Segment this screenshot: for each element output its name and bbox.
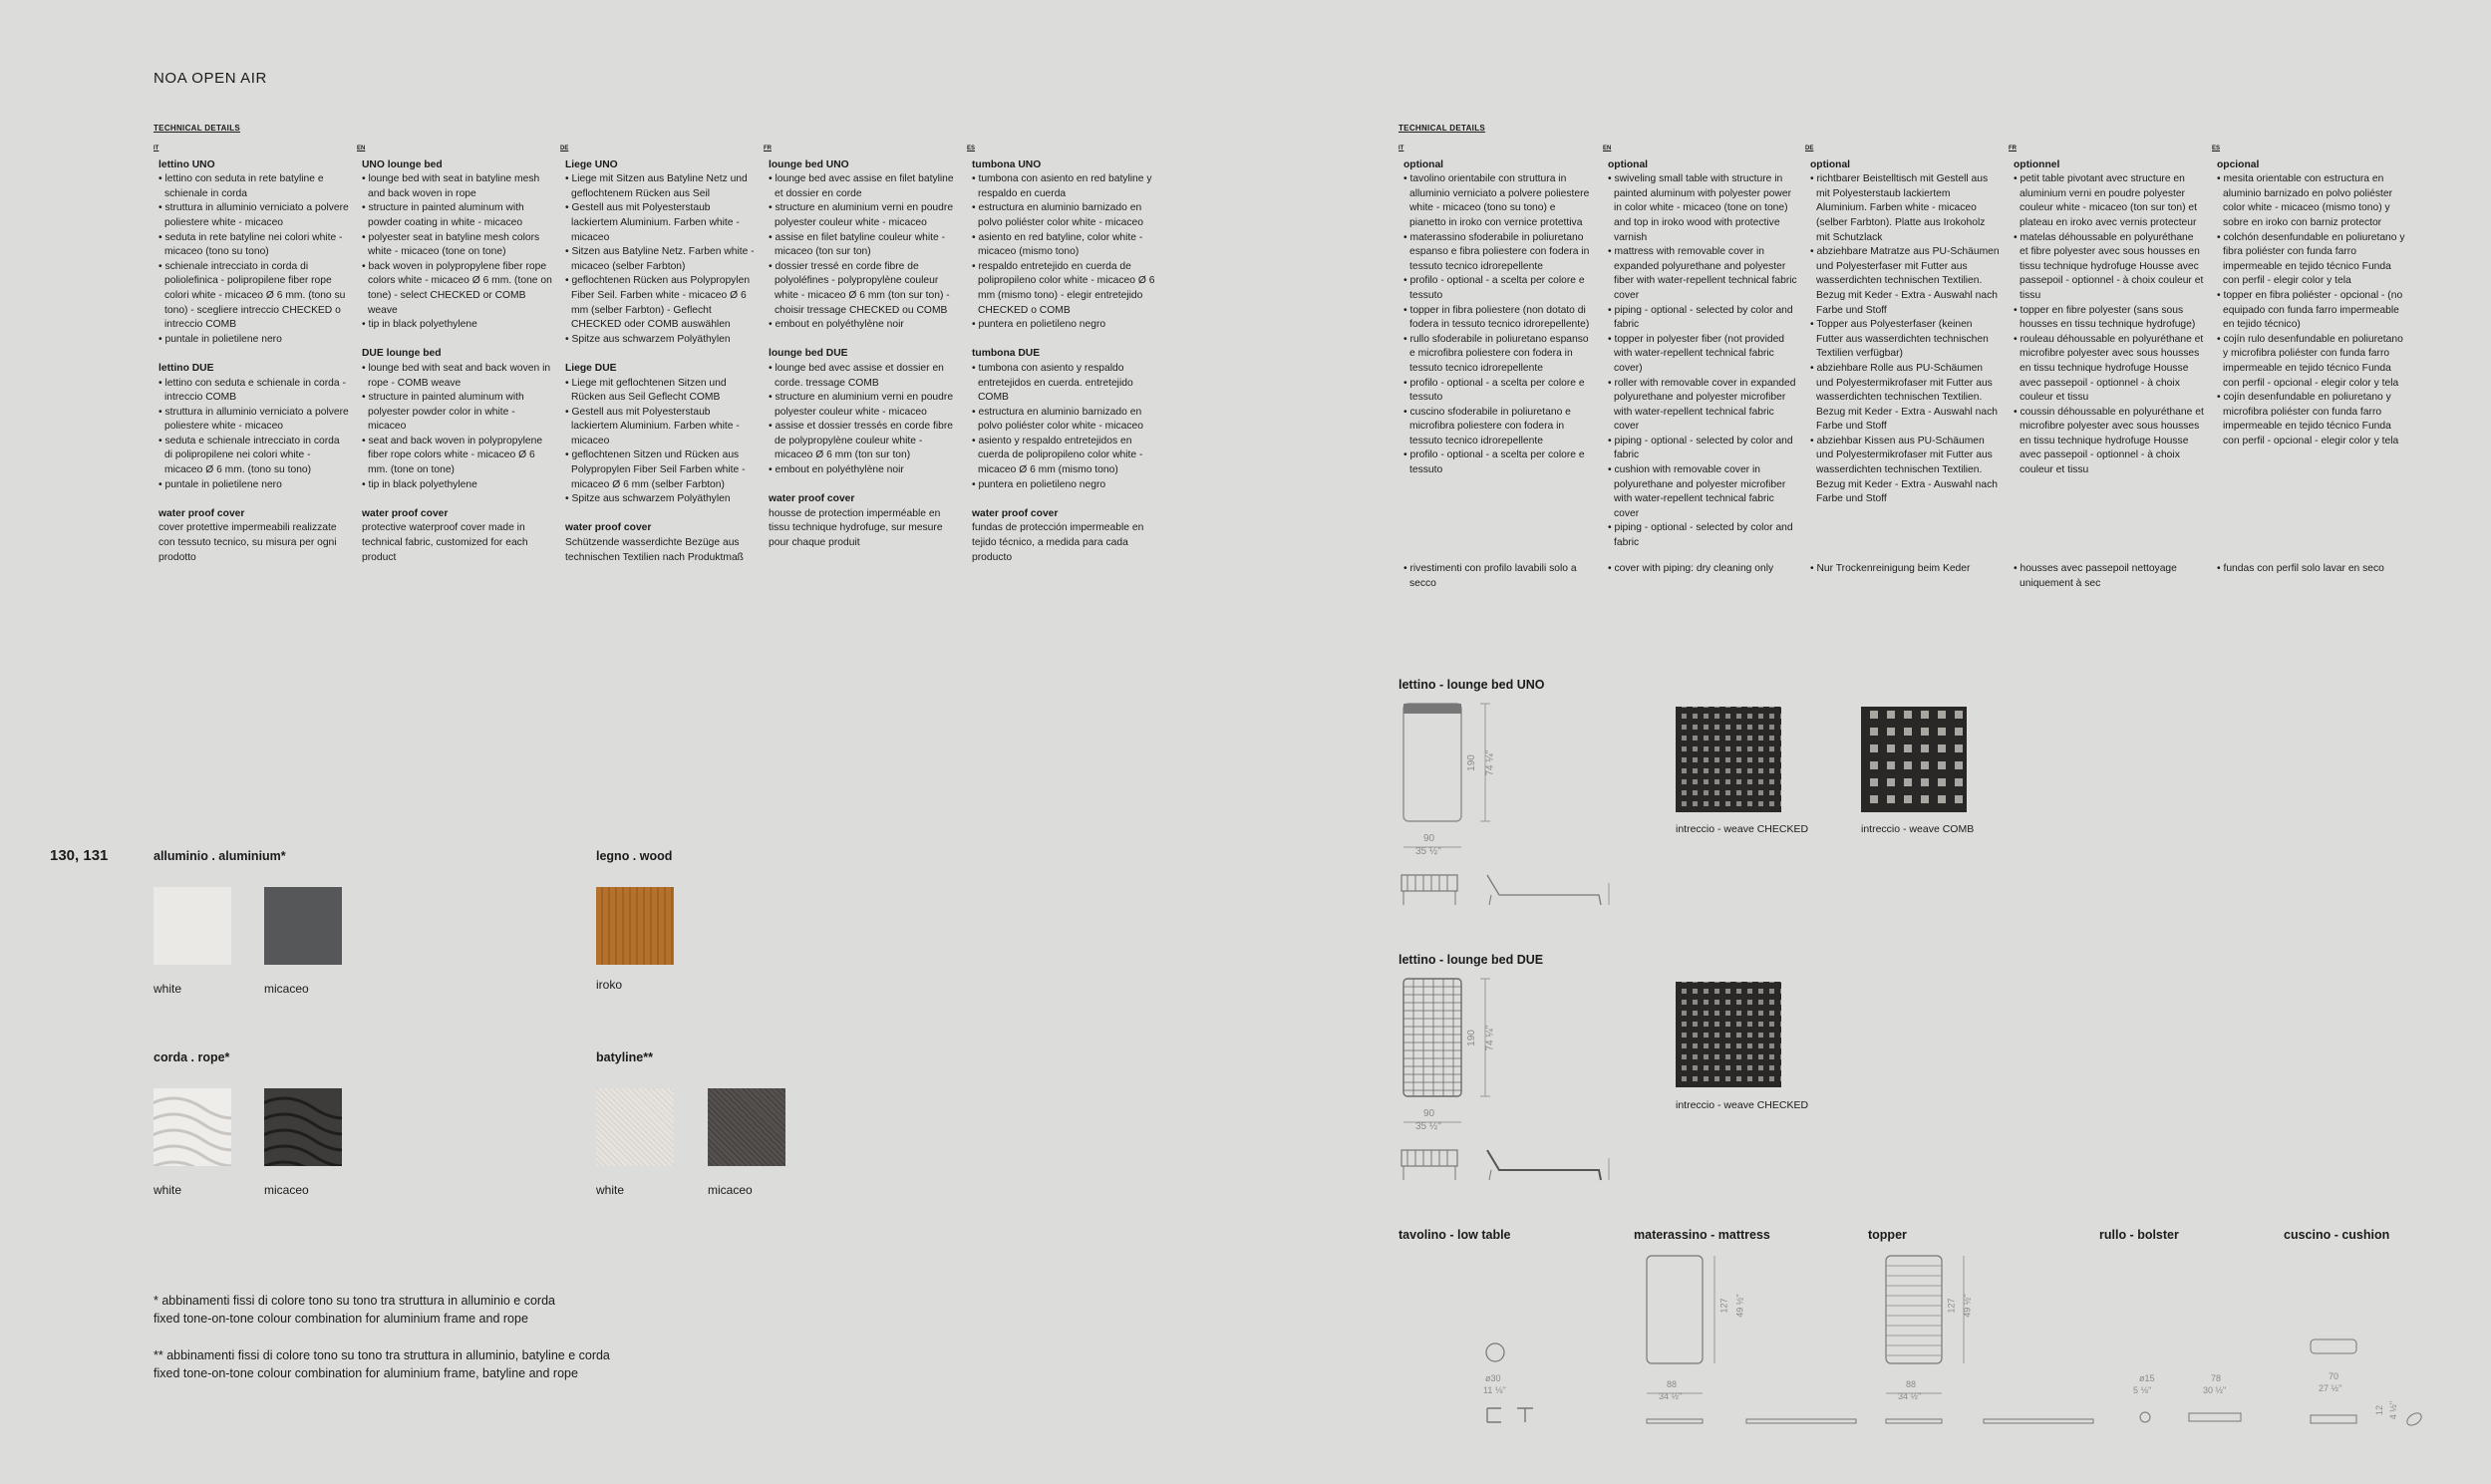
- accessory-title-bolster: rullo - bolster: [2099, 1228, 2179, 1242]
- spec-item: • swiveling small table with structure in painted aluminum with polyester power in color white - micaceo (tone on tone) and top in iroko wood with protective varnish: [1603, 172, 1798, 245]
- spec-item: • tip in black polyethylene: [357, 478, 552, 493]
- drawing-title-due: lettino - lounge bed DUE: [1399, 953, 1544, 967]
- spec-item: • cushion with removable cover in polyurethane and polyester microfiber with water-repellent technical fabric cover: [1603, 463, 1798, 521]
- swatch-batyline-micaceo: [708, 1088, 785, 1166]
- spec-item: • Spitze aus schwarzem Polyäthylen: [560, 333, 756, 348]
- swatch-rope-micaceo: [264, 1088, 342, 1166]
- due-width-dim-inch: 35 ½'': [1415, 1121, 1442, 1132]
- bolster-dim-length-inch: 30 ½'': [2203, 1385, 2227, 1395]
- weave-caption: intreccio - weave COMB: [1861, 823, 1975, 835]
- spec-item: • puntale in polietilene nero: [154, 478, 349, 493]
- footnote-1: * abbinamenti fissi di colore tono su tono tra struttura in alluminio e corda fixed tone-on-tone colour combination for aluminium frame and rope: [154, 1294, 555, 1326]
- spec-item: • lettino con seduta in rete batyline e schienale in corda: [154, 172, 349, 201]
- swatch-label: iroko: [596, 978, 623, 992]
- spec-item: • Liege mit geflochtenen Sitzen und Rücken aus Seil Geflecht COMB: [560, 377, 756, 406]
- spec-item: • cojín desenfundable en poliuretano y microfibra poliéster con funda farro impermeable en tejido técnico Funda con perfil - opcional - elegir color y tela: [2212, 391, 2407, 448]
- spec-item: • piping - optional - selected by color and fabric: [1603, 521, 1798, 550]
- product-title: water proof cover: [769, 493, 855, 505]
- drawing-title-uno: lettino - lounge bed UNO: [1399, 678, 1545, 692]
- swatch-label: white: [596, 1183, 625, 1197]
- cleaning-note: [1603, 562, 1798, 577]
- spec-item: • abziehbar Kissen aus PU-Schäumen und Polyestermikrofaser mit Futter aus wasserdichten technischen Textilien. Bezug mit Keder - Extra - Auswahl nach Farbe und Stoff: [1805, 435, 2001, 507]
- material-title-aluminium: alluminio . aluminium*: [154, 849, 286, 863]
- weave-checked-sample: [1676, 982, 1781, 1087]
- cushion-dim-width-inch: 27 ½'': [2319, 1383, 2342, 1393]
- mattress-dim-width-inch: 34 ½'': [1659, 1391, 1683, 1401]
- spec-item: • Spitze aus schwarzem Polyäthylen: [560, 492, 756, 507]
- spec-item: • petit table pivotant avec structure en aluminium verni en poudre polyester couleur white - micaceo (ton sur ton) et plateau en iroko avec vernis protecteur: [2009, 172, 2204, 230]
- product-title: lettino UNO: [158, 158, 215, 170]
- spec-item: • tumbona con asiento y respaldo entretejidos en cuerda. entretejido COMB: [967, 362, 1162, 406]
- weave-caption: intreccio - weave CHECKED: [1676, 1099, 1809, 1111]
- swatch-label: white: [154, 982, 182, 996]
- spec-item: • back woven in polypropylene fiber rope colors white - micaceo Ø 6 mm. (tone on tone) - select CHECKED or COMB weave: [357, 260, 552, 318]
- product-title: UNO lounge bed: [362, 158, 443, 170]
- tech-column-es: [2212, 142, 2407, 448]
- product-title: Liege UNO: [565, 158, 618, 170]
- spec-item: • rullo sfoderabile in poliuretano espanso e microfibra poliestere con fodera in tessuto tecnico idrorepellente: [1399, 333, 1594, 377]
- topper-drawing: [1884, 1254, 2113, 1433]
- due-length-dim-inch: 74 ¼'': [1484, 1025, 1496, 1051]
- due-length-dim: 190: [1465, 1030, 1477, 1046]
- product-title: water proof cover: [972, 507, 1059, 519]
- uno-width-dim: 90: [1423, 833, 1435, 844]
- spec-item: • dossier tressé en corde fibre de polyoléfines - polypropylène couleur white - micaceo Ø 6 mm (ton sur ton) - choisir tressage CHECKED ou COMB: [764, 260, 959, 318]
- product-title: DUE lounge bed: [362, 348, 442, 360]
- spec-item: • assise en filet batyline couleur white - micaceo (ton sur ton): [764, 231, 959, 260]
- bolster-dim-dia: ø15: [2139, 1373, 2155, 1383]
- uno-length-dim-inch: 74 ¼'': [1484, 749, 1496, 776]
- product-title: tumbona DUE: [972, 348, 1041, 360]
- topper-dim-width-inch: 34 ½'': [1898, 1391, 1922, 1401]
- brand-title: NOA OPEN AIR: [154, 70, 267, 87]
- material-title-wood: legno . wood: [596, 849, 673, 863]
- spec-item: • roller with removable cover in expanded polyurethane and polyester microfiber with water-repellent technical fabric cover: [1603, 377, 1798, 435]
- spec-item: • lounge bed avec assise en filet batyline et dossier en corde: [764, 172, 959, 201]
- spec-item: • respaldo entretejido en cuerda de polipropileno color white - micaceo Ø 6 mm (mismo tono) - elegir entretejido CHECKED o COMB: [967, 260, 1162, 318]
- tech-column-es: [967, 142, 1162, 565]
- spec-item: • Topper aus Polyesterfaser (keinen Futter aus wasserdichten technischen Textilien verfügbar): [1805, 318, 2001, 362]
- spec-item: • Liege mit Sitzen aus Batyline Netz und geflochtenem Rücken aus Seil: [560, 172, 756, 201]
- uno-width-dim-inch: 35 ½'': [1415, 846, 1442, 857]
- product-title: water proof cover: [565, 522, 652, 534]
- optional-title: optional: [1608, 158, 1649, 170]
- cleaning-note-text: • Nur Trockenreinigung beim Keder: [1805, 562, 2001, 577]
- material-title-rope: corda . rope*: [154, 1050, 230, 1064]
- spec-item: protective waterproof cover made in technical fabric, customized for each product: [362, 522, 528, 563]
- optional-title: optional: [1403, 158, 1444, 170]
- language-code: EN: [1603, 146, 1612, 151]
- spec-item: • structure en aluminium verni en poudre polyester couleur white - micaceo: [764, 391, 959, 420]
- weave-caption: intreccio - weave CHECKED: [1676, 823, 1809, 835]
- swatch-batyline-white: [596, 1088, 674, 1166]
- spec-item: fundas de protección impermeable en tejido técnico, a medida para cada producto: [972, 522, 1144, 563]
- topper-dim-length-inch: 49 ½'': [1962, 1294, 1973, 1318]
- spec-item: cover protettive impermeabili realizzate con tessuto tecnico, su misura per ogni prodotto: [158, 522, 337, 563]
- spec-item: • materassino sfoderabile in poliuretano espanso e fibra poliestere con fodera in tessuto tecnico idrorepellente: [1399, 231, 1594, 275]
- spec-item: • Gestell aus mit Polyesterstaub lackiertem Aluminium. Farben white - micaceo: [560, 406, 756, 449]
- cushion-dim-height-inch: 4 ½'': [2388, 1400, 2399, 1420]
- cleaning-note: [1399, 562, 1594, 591]
- spec-item: • puntera en polietileno negro: [967, 478, 1162, 493]
- spec-item: • topper in fibra poliestere (non dotato di fodera in tessuto tecnico idrorepellente): [1399, 304, 1594, 333]
- cleaning-note-text: • rivestimenti con profilo lavabili solo a secco: [1399, 562, 1594, 591]
- language-code: IT: [154, 146, 159, 151]
- spec-item: • tavolino orientabile con struttura in alluminio verniciato a polvere poliestere white - micaceo (tono su tono) e pianetto in iroko con vernice protettiva: [1399, 172, 1594, 230]
- optional-title: optional: [1810, 158, 1851, 170]
- product-title: water proof cover: [158, 507, 245, 519]
- tech-column-en: [1603, 142, 1798, 551]
- spec-item: • structure in painted aluminum with powder coating in white - micaceo: [357, 201, 552, 230]
- bolster-drawing: [2133, 1395, 2273, 1435]
- topper-dim-width: 88: [1906, 1379, 1917, 1389]
- spec-item: • structure en aluminium verni en poudre polyester couleur white - micaceo: [764, 201, 959, 230]
- spec-item: • seduta e schienale intrecciato in corda di polipropilene nei colori white - micaceo Ø 6 mm. (tono su tono): [154, 435, 349, 478]
- language-code: FR: [764, 146, 772, 151]
- spec-item: • profilo - optional - a scelta per colore e tessuto: [1399, 377, 1594, 406]
- low-table-dim-inch: 11 ⅛'': [1483, 1385, 1506, 1395]
- spec-item: • richtbarer Beistelltisch mit Gestell aus mit Polyesterstaub lackiertem Aluminium. Farben white - micaceo (selber Farbton). Platte aus Irokoholz mit Schutzlack: [1805, 172, 2001, 245]
- spec-item: • piping - optional - selected by color and fabric: [1603, 304, 1798, 333]
- language-code: ES: [967, 146, 976, 151]
- spec-item: • matelas déhoussable en polyuréthane et fibre polyester avec sous housses en tissu technique hydrofuge Housse avec passepoil - optionnel - à choix couleur et tissu: [2009, 231, 2204, 304]
- footnote-2: ** abbinamenti fissi di colore tono su tono tra struttura in alluminio, batyline e corda fixed tone-on-tone colour combination for aluminium frame, batyline and rope: [154, 1348, 610, 1380]
- cleaning-note-text: • cover with piping: dry cleaning only: [1603, 562, 1798, 577]
- cushion-dim-height: 12: [2374, 1404, 2385, 1416]
- accessory-title-mattress: materassino - mattress: [1634, 1228, 1770, 1242]
- spec-item: • embout en polyéthylène noir: [764, 463, 959, 478]
- spec-item: • geflochtenen Rücken aus Polypropylen Fiber Seil. Farben white - micaceo Ø 6 mm (selber Farbton) - Geflecht CHECKED oder COMB auswählen: [560, 274, 756, 332]
- product-title: water proof cover: [362, 507, 449, 519]
- spec-item: • piping - optional - selected by color and fabric: [1603, 435, 1798, 463]
- product-title: tumbona UNO: [972, 158, 1042, 170]
- spec-item: • rouleau déhoussable en polyuréthane et microfibre polyester avec sous housses en tissu technique hydrofuge Housse avec passepoil - optionnel - à choix couleur et tissu: [2009, 333, 2204, 406]
- spec-item: • geflochtenen Sitzen und Rücken aus Polypropylen Fiber Seil Farben white - micaceo Ø 6 mm (selber Farbton): [560, 448, 756, 492]
- product-title: lounge bed DUE: [769, 348, 848, 360]
- swatch-label: micaceo: [264, 982, 309, 996]
- spec-item: • topper en fibre polyester (sans sous housses en tissu technique hydrofuge): [2009, 304, 2204, 333]
- weave-checked-sample: [1676, 707, 1781, 812]
- spec-item: • Gestell aus mit Polyesterstaub lackiertem Aluminium. Farben white - micaceo: [560, 201, 756, 245]
- spec-item: • colchón desenfundable en poliuretano y fibra poliéster con funda farro impermeable en tejido técnico Funda con perfil - elegir color y tela: [2212, 231, 2407, 289]
- swatch-label: micaceo: [264, 1183, 309, 1197]
- tech-column-fr: [2009, 142, 2204, 478]
- technical-details-label-left: TECHNICAL DETAILS: [154, 124, 241, 133]
- spec-item: Schützende wasserdichte Bezüge aus technischen Textilien nach Produktmaß: [565, 537, 744, 563]
- mattress-dim-length-inch: 49 ½'': [1734, 1294, 1745, 1318]
- spec-item: • coussin déhoussable en polyuréthane et microfibre polyester avec sous housses en tissu technique hydrofuge Housse avec passepoil - optionnel - à choix couleur et tissu: [2009, 406, 2204, 478]
- due-side-view-drawing: [1400, 1144, 1639, 1188]
- spec-item: • cojín rulo desenfundable en poliuretano y microfibra poliéster con funda farro impermeable en tejido técnico Funda con perfil - opcional - elegir color y tela: [2212, 333, 2407, 391]
- cleaning-note: [1805, 562, 2001, 577]
- tech-column-it: [154, 142, 349, 565]
- accessory-title-cushion: cuscino - cushion: [2284, 1228, 2390, 1242]
- language-code: EN: [357, 146, 366, 151]
- optional-title: opcional: [2217, 158, 2260, 170]
- language-code: IT: [1399, 146, 1404, 151]
- tech-column-it: [1399, 142, 1594, 478]
- cushion-dim-width: 70: [2329, 1371, 2339, 1381]
- cleaning-note-text: • housses avec passepoil nettoyage uniquement à sec: [2009, 562, 2204, 591]
- accessory-title-topper: topper: [1868, 1228, 1907, 1242]
- spec-item: • tip in black polyethylene: [357, 318, 552, 333]
- bolster-dim-length: 78: [2211, 1373, 2222, 1383]
- product-title: lettino DUE: [158, 362, 214, 374]
- spec-item: • lounge bed with seat and back woven in rope - COMB weave: [357, 362, 552, 391]
- spec-item: housse de protection imperméable en tissu technique hydrofuge, sur mesure pour chaque produit: [769, 507, 943, 549]
- spec-item: • mesita orientable con estructura en aluminio barnizado en polvo poliéster color white - micaceo (mismo tono) y sobre en iroko con barniz protector: [2212, 172, 2407, 230]
- cleaning-note-text: • fundas con perfil solo lavar en seco: [2212, 562, 2407, 577]
- spec-item: • profilo - optional - a scelta per colore e tessuto: [1399, 274, 1594, 303]
- product-title: Liege DUE: [565, 362, 617, 374]
- swatch-aluminium-white: [154, 887, 231, 965]
- tech-column-de: [560, 142, 756, 565]
- spec-item: • lounge bed with seat in batyline mesh and back woven in rope: [357, 172, 552, 201]
- weave-comb-sample: [1861, 707, 1967, 812]
- swatch-aluminium-micaceo: [264, 887, 342, 965]
- spec-item: • asiento y respaldo entretejidos en cuerda de polipropileno color white - micaceo Ø 6 mm (mismo tono): [967, 435, 1162, 478]
- page-number: 130, 131: [50, 847, 109, 864]
- spec-item: • seduta in rete batyline nei colori white - micaceo (tono su tono): [154, 231, 349, 260]
- spec-item: • tumbona con asiento en red batyline y respaldo en cuerda: [967, 172, 1162, 201]
- spec-item: • lettino con seduta e schienale in corda - intreccio COMB: [154, 377, 349, 406]
- spec-item: • Sitzen aus Batyline Netz. Farben white - micaceo (selber Farbton): [560, 245, 756, 274]
- spec-item: • asiento en red batyline, color white - micaceo (mismo tono): [967, 231, 1162, 260]
- mattress-dim-width: 88: [1667, 1379, 1678, 1389]
- spec-item: • puntale in polietilene nero: [154, 333, 349, 348]
- spec-item: • abziehbare Rolle aus PU-Schäumen und Polyestermikrofaser mit Futter aus wasserdichten technischen Textilien. Bezug mit Keder - Extra - Auswahl nach Farbe und Stoff: [1805, 362, 2001, 435]
- spec-item: • cuscino sfoderabile in poliuretano e microfibra poliestere con fodera in tessuto tecnico idrorepellente: [1399, 406, 1594, 449]
- spec-item: • embout en polyéthylène noir: [764, 318, 959, 333]
- spec-item: • struttura in alluminio verniciato a polvere poliestere white - micaceo: [154, 201, 349, 230]
- language-code: ES: [2212, 146, 2221, 151]
- mattress-dim-length: 127: [1718, 1298, 1729, 1314]
- material-title-batyline: batyline**: [596, 1050, 653, 1064]
- spec-item: • profilo - optional - a scelta per colore e tessuto: [1399, 448, 1594, 477]
- spec-item: • estructura en aluminio barnizado en polvo poliéster color white - micaceo: [967, 201, 1162, 230]
- swatch-wood-iroko: [596, 887, 674, 965]
- cleaning-note: [2009, 562, 2204, 591]
- technical-details-label-right: TECHNICAL DETAILS: [1399, 124, 1486, 133]
- optional-title: optionnel: [2014, 158, 2060, 170]
- swatch-label: white: [154, 1183, 182, 1197]
- topper-dim-length: 127: [1946, 1298, 1957, 1314]
- language-code: FR: [2009, 146, 2017, 151]
- product-title: lounge bed UNO: [769, 158, 849, 170]
- spec-item: • seat and back woven in polypropylene fiber rope colors white - micaceo Ø 6 mm. (tone on tone): [357, 435, 552, 478]
- spec-item: • struttura in alluminio verniciato a polvere poliestere white - micaceo: [154, 406, 349, 435]
- spec-item: • puntera en polietileno negro: [967, 318, 1162, 333]
- uno-length-dim: 190: [1465, 754, 1477, 771]
- swatch-rope-white: [154, 1088, 231, 1166]
- spec-item: • topper in polyester fiber (not provided with water-repellent technical fabric cover): [1603, 333, 1798, 377]
- due-width-dim: 90: [1423, 1108, 1435, 1119]
- swatch-label: micaceo: [708, 1183, 753, 1197]
- spec-item: • lounge bed avec assise et dossier en corde. tressage COMB: [764, 362, 959, 391]
- uno-side-view-drawing: [1400, 869, 1639, 913]
- spec-item: • assise et dossier tressés en corde fibre de polypropylène couleur white - micaceo Ø 6 mm (ton sur ton): [764, 420, 959, 463]
- language-code: DE: [560, 146, 569, 151]
- spec-item: • schienale intrecciato in corda di poliolefinica - polipropilene fiber rope colori white - micaceo Ø 6 mm. (tono su tono) - scegliere intreccio CHECKED o intreccio COMB: [154, 260, 349, 333]
- spec-item: • estructura en aluminio barnizado en polvo poliéster color white - micaceo: [967, 406, 1162, 435]
- accessory-title-low-table: tavolino - low table: [1399, 1228, 1511, 1242]
- spec-item: • polyester seat in batyline mesh colors white - micaceo (tone on tone): [357, 231, 552, 260]
- spec-item: • mattress with removable cover in expanded polyurethane and polyester fiber with water-repellent technical fabric cover: [1603, 245, 1798, 303]
- tech-column-fr: [764, 142, 959, 551]
- low-table-dim: ø30: [1485, 1373, 1501, 1383]
- mattress-drawing: [1645, 1254, 1874, 1433]
- bolster-dim-dia-inch: 5 ⅛'': [2133, 1385, 2152, 1395]
- spec-item: • topper en fibra poliéster - opcional - (no equipado con funda farro impermeable en tejido técnico): [2212, 289, 2407, 333]
- spec-item: • abziehbare Matratze aus PU-Schäumen und Polyesterfaser mit Futter aus wasserdichten technischen Textilien. Bezug mit Keder - Extra - Auswahl nach Farbe und Stoff: [1805, 245, 2001, 318]
- cleaning-note: [2212, 562, 2407, 577]
- tech-column-de: [1805, 142, 2001, 507]
- language-code: DE: [1805, 146, 1814, 151]
- tech-column-en: [357, 142, 552, 565]
- spec-item: • structure in painted aluminum with polyester powder color in white - micaceo: [357, 391, 552, 435]
